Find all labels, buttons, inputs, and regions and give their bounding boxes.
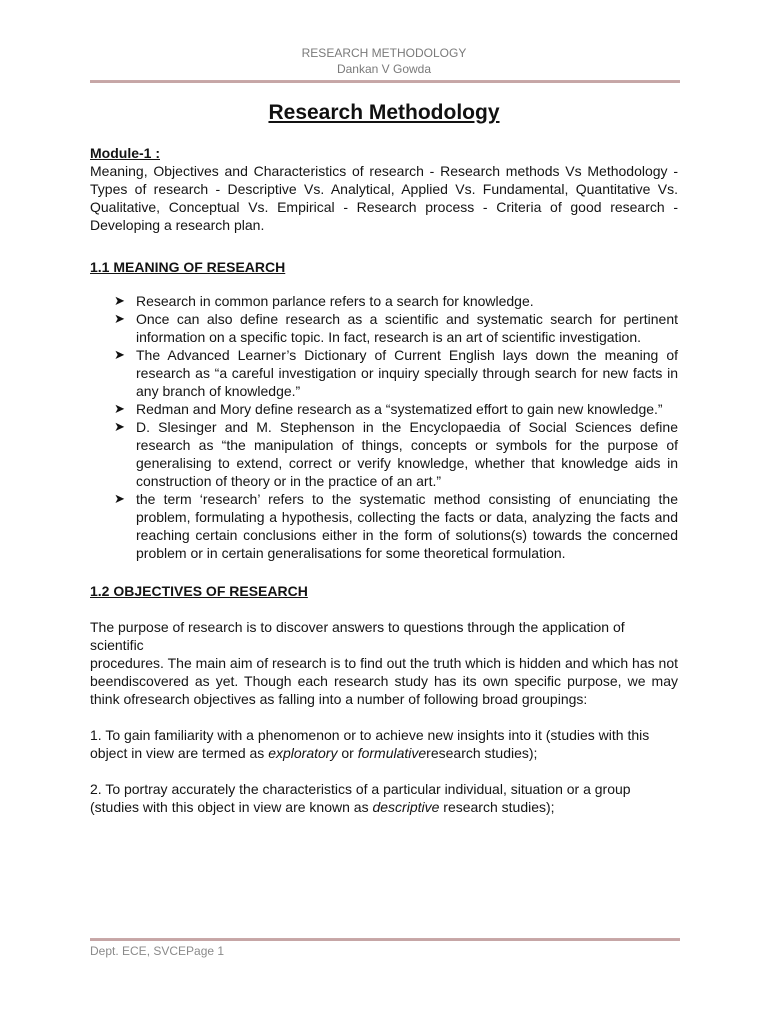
list-item [114, 292, 678, 310]
objective-item-1-detail [90, 744, 678, 762]
objective-item-2-suffix: research studies); [439, 799, 555, 815]
objectives-intro-line: The purpose of research is to discover answers to questions through the application of scientific [90, 619, 625, 653]
objective-item-1-prefix: object in view are termed as [90, 745, 269, 761]
objective-item-1-line: 1. To gain familiarity with a phenomenon or to achieve new insights into it (studies with this [90, 727, 650, 743]
list-item-text: Research in common parlance refers to a search for knowledge. [136, 293, 534, 309]
list-item [114, 310, 678, 346]
term-descriptive: descriptive [372, 799, 440, 815]
document-title: Research Methodology [268, 101, 500, 124]
section-heading-meaning: 1.1 MEANING OF RESEARCH [90, 259, 286, 275]
objective-item-2-detail [90, 798, 678, 816]
term-formulative: formulative [357, 745, 427, 761]
header-author: Dankan V Gowda [336, 62, 432, 76]
footer-rule [90, 938, 680, 941]
module-description: Meaning, Objectives and Characteristics of research - Research methods Vs Methodology - Types of research - Descriptive Vs. Analytical, Applied Vs. Fundamental, Quantitative Vs. Qualitative, Conceptual Vs. Empirical - Research process - Criteria of good research - Developing a research plan. [90, 163, 678, 233]
list-item [114, 346, 678, 400]
arrow-bullet-icon: ➤ [114, 491, 125, 506]
page-header [0, 45, 768, 77]
list-item [114, 490, 678, 562]
list-item [114, 418, 678, 490]
list-item-text: Redman and Mory define research as a “systematized effort to gain new knowledge.” [136, 401, 663, 417]
header-rule [90, 80, 680, 83]
page-footer: Dept. ECE, SVCEPage 1 [90, 944, 225, 958]
module-heading: Module-1 : [90, 145, 160, 161]
term-exploratory: exploratory [268, 745, 338, 761]
objective-item-2-prefix: (studies with this object in view are known as [90, 799, 373, 815]
list-item-text: the term ‘research’ refers to the systematic method consisting of enunciating the problem, formulating a hypothesis, collecting the facts or data, analyzing the facts and reaching certain conclusions either in the form of solutions(s) towards the concerned problem or in certain generalisations for some theoretical formulation. [136, 491, 678, 561]
page-content [90, 144, 678, 816]
arrow-bullet-icon: ➤ [114, 419, 125, 434]
arrow-bullet-icon: ➤ [114, 401, 125, 416]
section-heading-objectives: 1.2 OBJECTIVES OF RESEARCH [90, 583, 308, 599]
objective-item-1-suffix: research studies); [426, 745, 538, 761]
objective-item-2-line: 2. To portray accurately the characteristics of a particular individual, situation or a group [90, 781, 631, 797]
header-title: RESEARCH METHODOLOGY [301, 46, 467, 60]
arrow-bullet-icon: ➤ [114, 311, 125, 326]
arrow-bullet-icon: ➤ [114, 293, 125, 308]
arrow-bullet-icon: ➤ [114, 347, 125, 362]
list-item-text: D. Slesinger and M. Stephenson in the Encyclopaedia of Social Sciences define research as “the manipulation of things, concepts or symbols for the purpose of generalising to extend, correct or verify knowledge, whether that knowledge aids in construction of theory or in the practice of an art.” [136, 419, 678, 489]
list-item-text: Once can also define research as a scientific and systematic search for pertinent information on a specific topic. In fact, research is an art of scientific investigation. [136, 311, 678, 345]
objective-item-1-or: or [337, 745, 358, 761]
meaning-bullet-list [90, 292, 678, 562]
objectives-intro-paragraph: procedures. The main aim of research is to find out the truth which is hidden and which has not beendiscovered as yet. Though each research study has its own specific purpose, we may think ofresearch objectives as falling into a number of following broad groupings: [90, 655, 678, 707]
list-item [114, 400, 678, 418]
list-item-text: The Advanced Learner’s Dictionary of Current English lays down the meaning of research as “a careful investigation or inquiry specially through search for new facts in any branch of knowledge.” [136, 347, 678, 399]
